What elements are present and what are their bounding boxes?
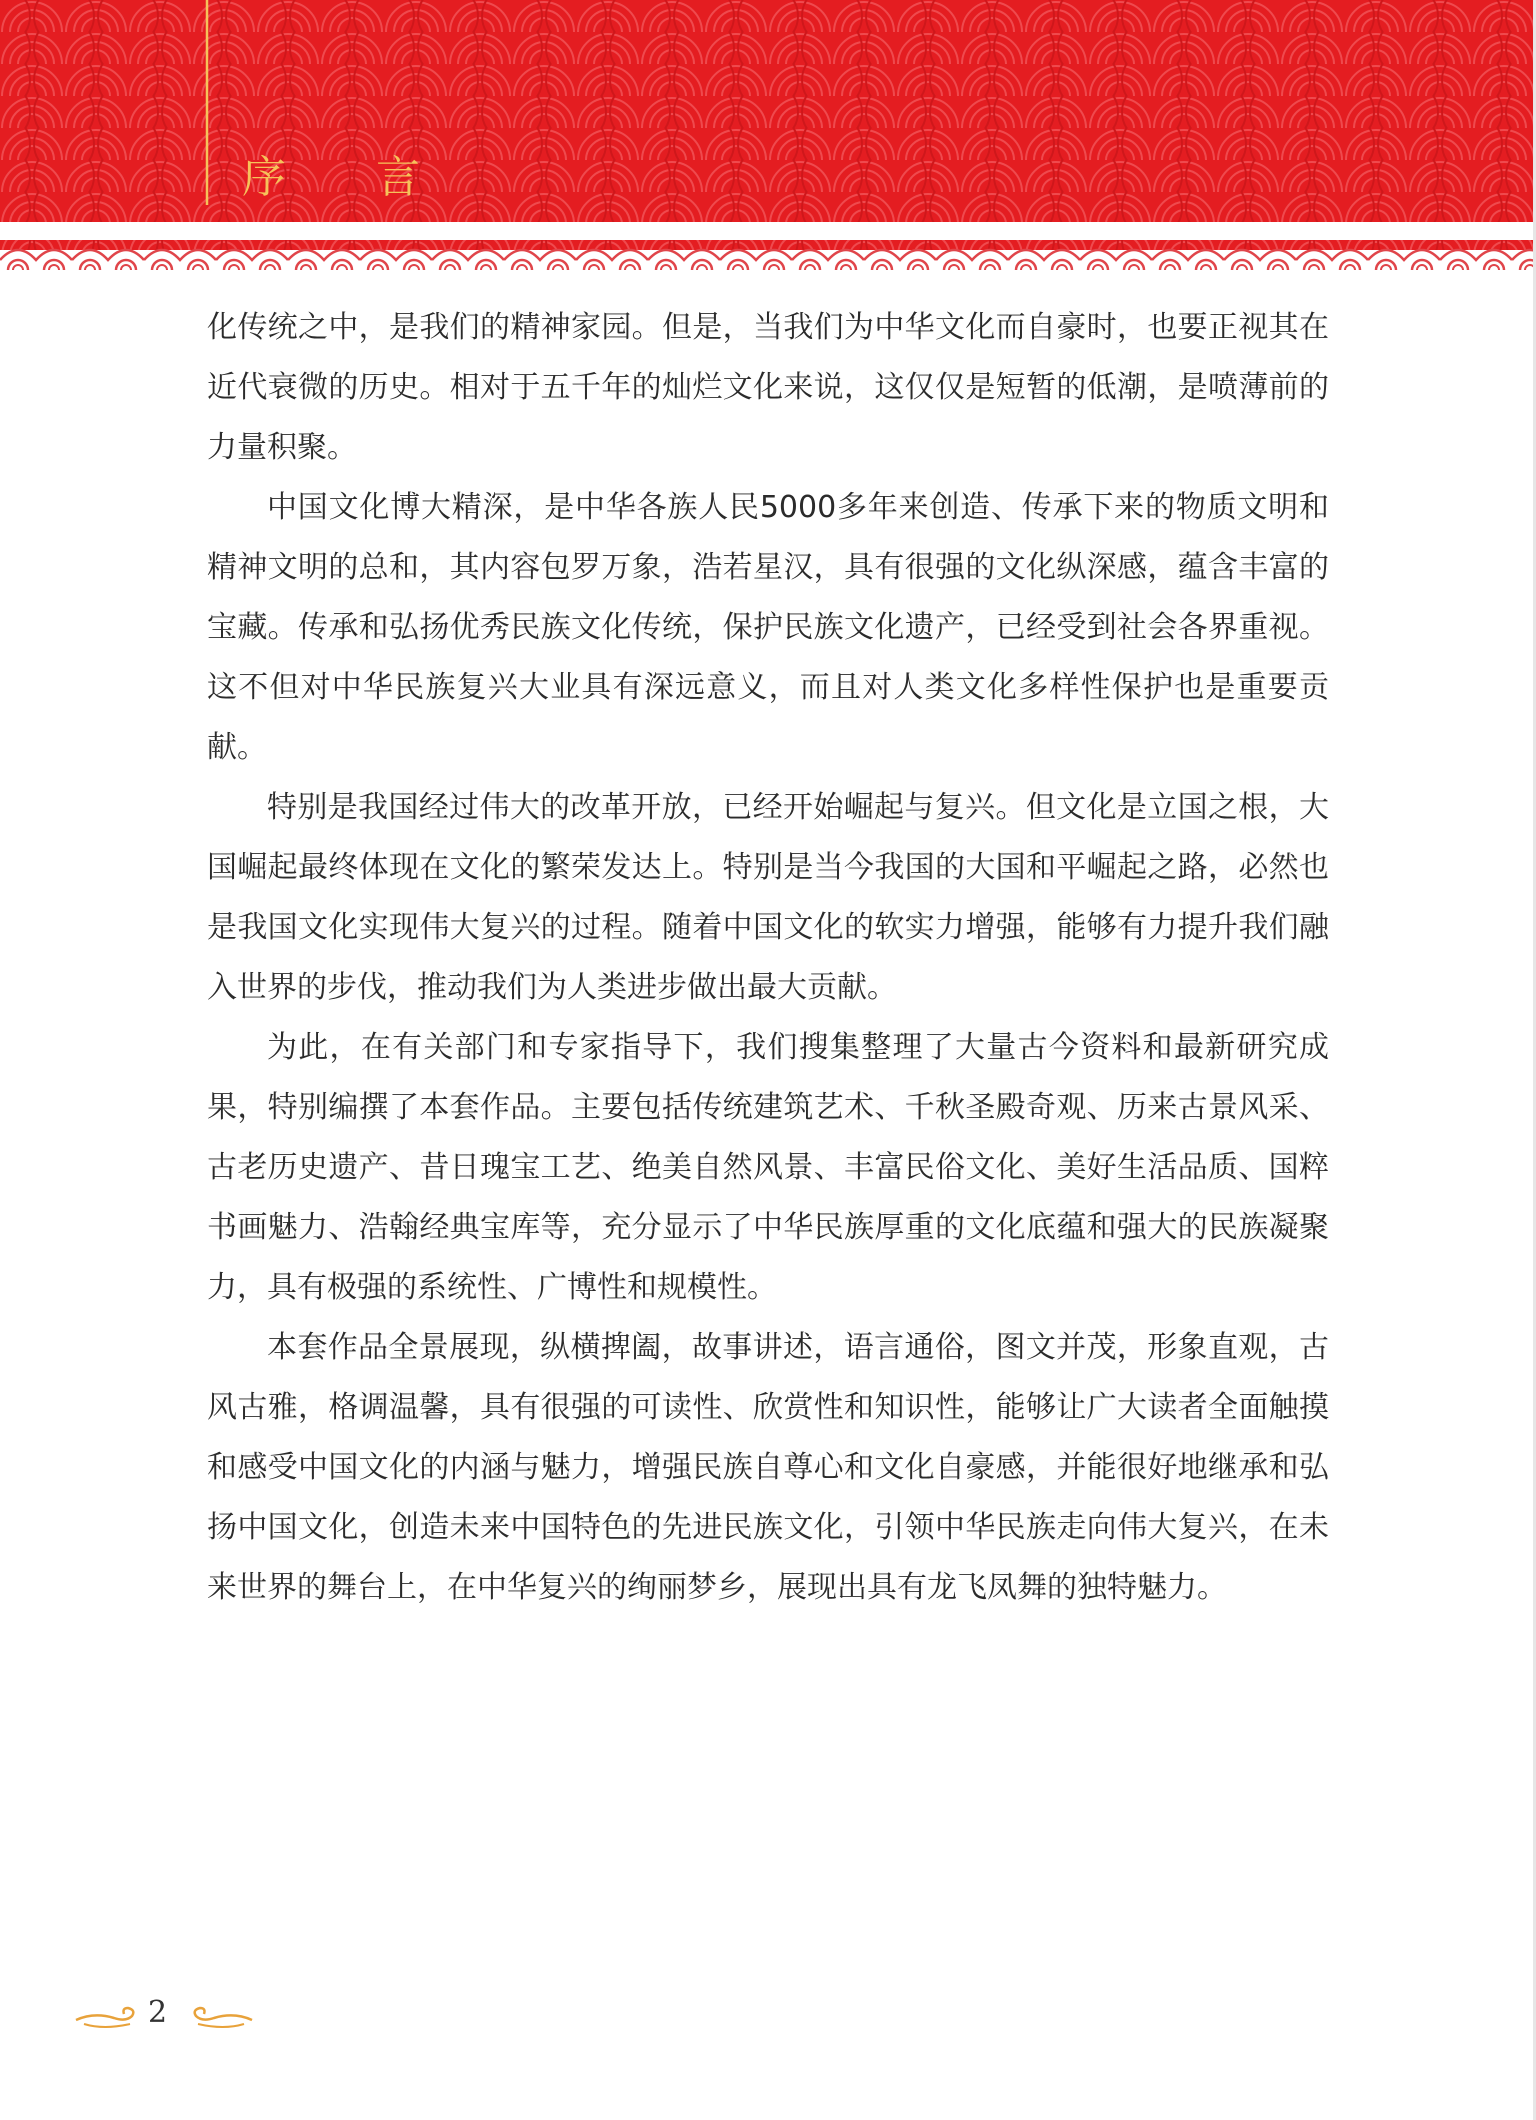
decorative-header-banner <box>0 0 1536 270</box>
paragraph: 中国文化博大精深，是中华各族人民5000多年来创造、传承下来的物质文明和精神文明的总和，其内容包罗万象，浩若星汉，具有很强的文化纵深感，蕴含丰富的宝藏。传承和弘扬优秀民族文化传统，保护民族文化遗产，已经受到社会各界重视。这不但对中华民族复兴大业具有深远意义，而且对人类文化多样性保护也是重要贡献。 <box>207 490 1329 765</box>
paragraph: 本套作品全景展现，纵横捭阖，故事讲述，语言通俗，图文并茂，形象直观，古风古雅，格调温馨，具有很强的可读性、欣赏性和知识性，能够让广大读者全面触摸和感受中国文化的内涵与魅力，增强民族自尊心和文化自豪感，并能很好地继承和弘扬中国文化，创造未来中国特色的先进民族文化，引领中华民族走向伟大复兴，在未来世界的舞台上，在中华复兴的绚丽梦乡，展现出具有龙飞凤舞的独特魅力。 <box>207 1330 1329 1605</box>
page-number: 2 <box>148 1995 168 2030</box>
paragraph: 化传统之中，是我们的精神家园。但是，当我们为中华文化而自豪时，也要正视其在近代衰微的历史。相对于五千年的灿烂文化来说，这仅仅是短暂的低潮，是喷薄前的力量积聚。 <box>207 310 1329 465</box>
chapter-title: 序 言 <box>242 152 458 203</box>
preface-body-text <box>207 298 1329 1618</box>
paragraph: 为此，在有关部门和专家指导下，我们搜集整理了大量古今资料和最新研究成果，特别编撰了本套作品。主要包括传统建筑艺术、千秋圣殿奇观、历来古景风采、古老历史遗产、昔日瑰宝工艺、绝美自然风景、丰富民俗文化、美好生活品质、国粹书画魅力、浩翰经典宝库等，充分显示了中华民族厚重的文化底蕴和强大的民族凝聚力，具有极强的系统性、广博性和规模性。 <box>207 1030 1329 1305</box>
paragraph: 特别是我国经过伟大的改革开放，已经开始崛起与复兴。但文化是立国之根，大国崛起最终体现在文化的繁荣发达上。特别是当今我国的大国和平崛起之路，必然也是我国文化实现伟大复兴的过程。随着中国文化的软实力增强，能够有力提升我们融入世界的步伐，推动我们为人类进步做出最大贡献。 <box>207 790 1329 1005</box>
